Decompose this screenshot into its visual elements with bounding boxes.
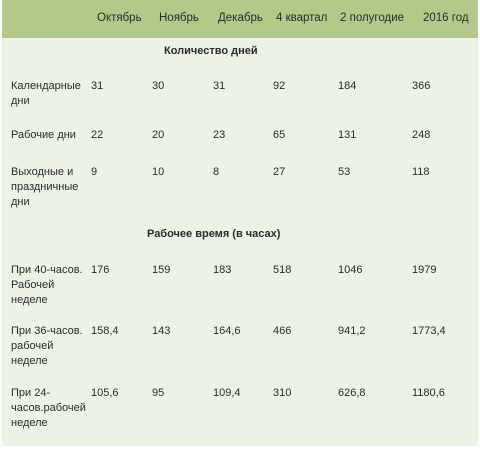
table-cell: 9 [91, 166, 98, 178]
table-cell: 310 [273, 387, 292, 399]
table-cell: 1046 [338, 264, 363, 276]
col-header-december: Декабрь [218, 12, 263, 24]
section-title-days: Количество дней [164, 45, 258, 57]
table-cell: 20 [152, 129, 165, 141]
col-header-october: Октябрь [97, 12, 142, 24]
row-label-24-hour-week: При 24- часов.рабочей неделе [11, 387, 86, 429]
table-cell: 31 [213, 80, 226, 92]
table-cell: 105,6 [91, 387, 119, 399]
table-cell: 466 [273, 325, 292, 337]
table-cell: 1773,4 [412, 325, 446, 337]
row-label-40-hour-week: При 40-часов. Рабочей неделе [11, 264, 83, 306]
table-cell: 109,4 [213, 387, 241, 399]
table-cell: 53 [338, 166, 351, 178]
table-cell: 31 [91, 80, 104, 92]
table-cell: 10 [152, 166, 165, 178]
table-cell: 158,4 [91, 325, 119, 337]
table-cell: 143 [152, 325, 171, 337]
row-label-working-days: Рабочие дни [11, 129, 76, 141]
row-label-days-off: Выходные и праздничные дни [11, 166, 79, 208]
table-cell: 22 [91, 129, 104, 141]
table-background [2, 0, 478, 446]
table-cell: 518 [273, 264, 292, 276]
col-header-q4: 4 квартал [276, 12, 328, 24]
table-cell: 1180,6 [412, 387, 445, 399]
row-label-36-hour-week: При 36-часов. рабочей неделе [11, 325, 83, 367]
table-cell: 92 [273, 80, 286, 92]
table-cell: 164,6 [213, 325, 241, 337]
table-cell: 941,2 [338, 325, 366, 337]
table-cell: 1979 [412, 264, 437, 276]
table-cell: 27 [273, 166, 286, 178]
table-cell: 30 [152, 80, 165, 92]
table-cell: 366 [412, 80, 431, 92]
table-cell: 159 [152, 264, 171, 276]
table-cell: 95 [152, 387, 165, 399]
table-cell: 8 [213, 166, 220, 178]
row-label-calendar-days: Календарные дни [11, 80, 81, 107]
table-cell: 176 [91, 264, 110, 276]
col-header-november: Ноябрь [159, 12, 199, 24]
table-cell: 626,8 [338, 387, 366, 399]
col-header-year: 2016 год [423, 12, 469, 24]
table-cell: 118 [412, 166, 430, 178]
table-cell: 65 [273, 129, 286, 141]
table-cell: 248 [412, 129, 431, 141]
table-cell: 184 [338, 80, 357, 92]
table-cell: 131 [338, 129, 357, 141]
table-cell: 23 [213, 129, 226, 141]
section-title-hours: Рабочее время (в часах) [147, 228, 281, 240]
col-header-h2: 2 полугодие [340, 12, 405, 24]
table-cell: 183 [213, 264, 232, 276]
